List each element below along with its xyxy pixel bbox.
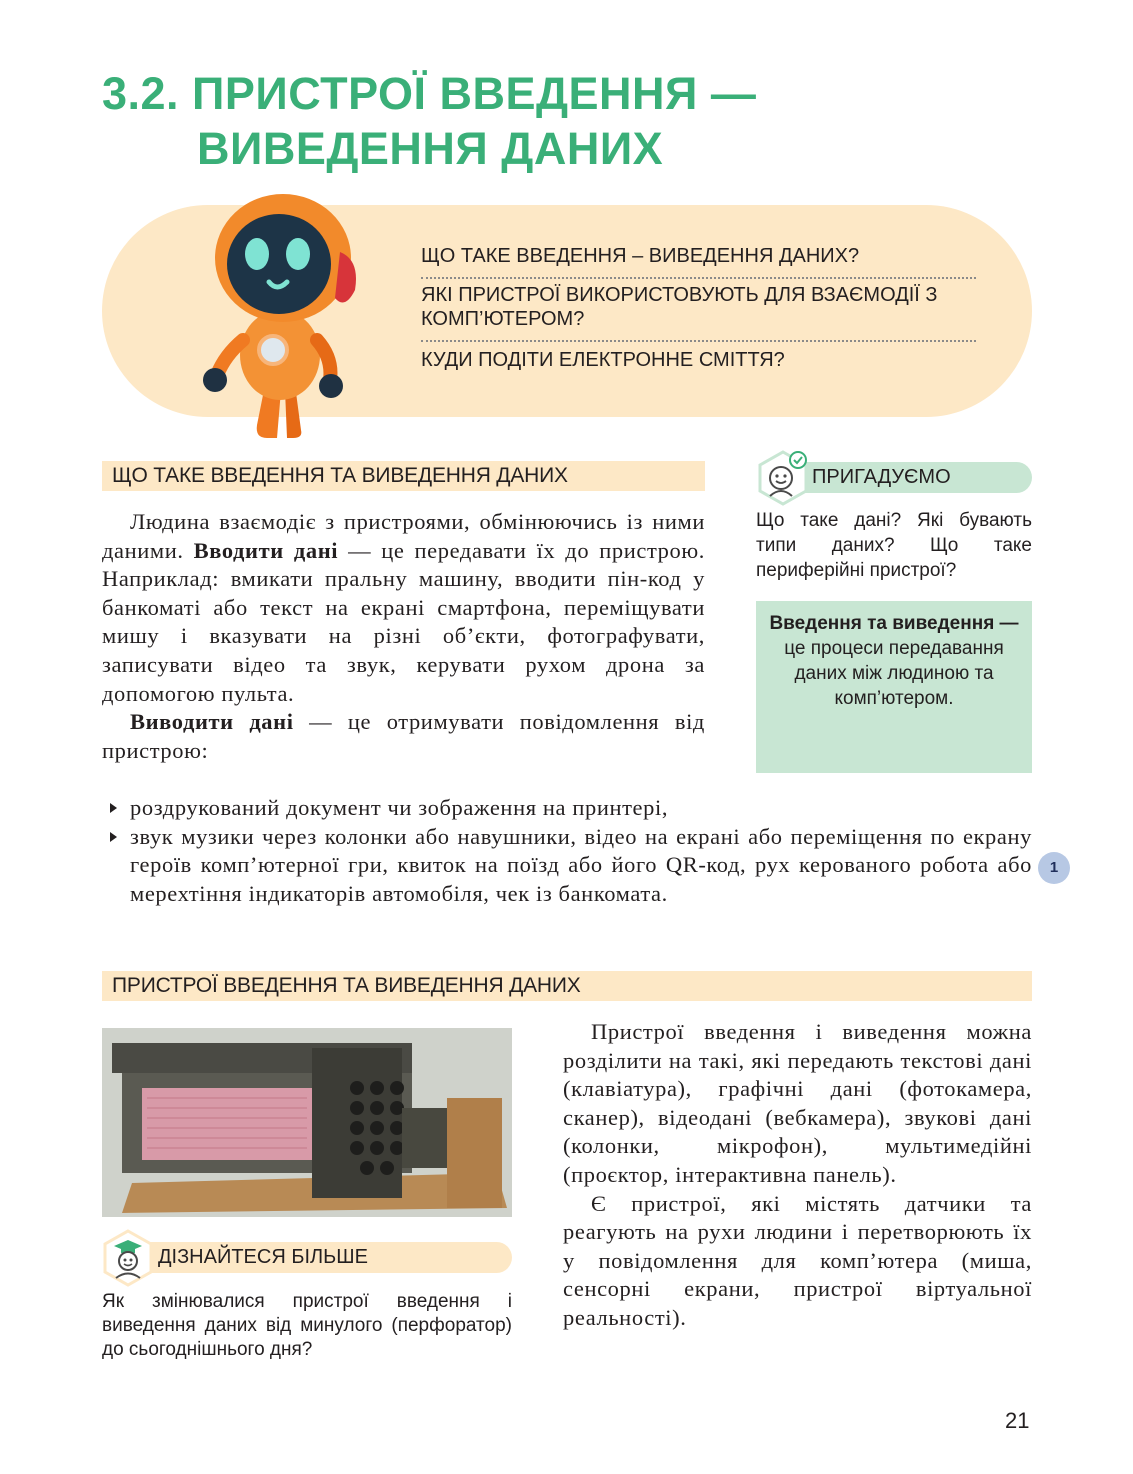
section2-paragraph-2: Є пристрої, які містять датчики та реагують на рухи людини і перетворюють їх у повідомлення для комп’ютера (миша, сенсорні екрани, пристрої віртуальної реальності). [563,1190,1032,1330]
section2-paragraph-1: Пристрої введення і виведення можна розділити на такі, які передають текстові дані (клавіатура), графічні дані (фотокамера, сканер), відеодані (вебкамера), звукові дані (колонки, мікрофон), мультимедійні (проєктор, інтерактивна панель). [563,1019,1032,1187]
intro-question: ЩО ТАКЕ ВВЕДЕННЯ – ВИВЕДЕННЯ ДАНИХ? [421,240,976,279]
page-title [102,66,756,176]
figure-reference-badge: 1 [1038,852,1070,884]
graduate-face-icon [100,1228,156,1288]
list-item-text: роздрукований документ чи зображення на принтері, [130,795,669,820]
bullet-triangle-icon [110,803,117,813]
section1-paragraph-2 [102,708,705,765]
remind-face-icon [754,448,812,508]
list-item [102,823,1032,909]
title-line-2: ВИВЕДЕННЯ ДАНИХ [197,123,664,174]
keypunch-machine-icon [102,1028,512,1217]
robot-mascot-icon [195,190,370,440]
title-line-1: 3.2. ПРИСТРОЇ ВВЕДЕННЯ — [102,68,757,119]
intro-question: ЯКІ ПРИСТРОЇ ВИКОРИСТОВУЮТЬ ДЛЯ ВЗАЄМОДІЇ З КОМП’ЮТЕРОМ? [421,279,976,342]
remind-text: Що таке дані? Які бувають типи даних? Що таке периферійні пристрої? [756,510,1032,581]
intro-question: КУДИ ПОДІТИ ЕЛЕКТРОННЕ СМІТТЯ? [421,349,785,371]
remind-label: ПРИГАДУЄМО [812,466,951,488]
list-item-text: звук музики через колонки або навушники, відео на екрані або переміщення по екрану героїв комп’ютерної гри, квиток на поїзд або його QR-код, рух керованого робота або мерехтіння індикаторів автомобіля, чек із банкомата. [130,823,1032,906]
text-span: — це отримувати повідомлення від пристрою: [102,709,705,763]
section1-paragraph-1 [102,508,705,708]
learn-more-label: ДІЗНАЙТЕСЯ БІЛЬШЕ [158,1246,368,1268]
section1-body [102,508,705,765]
term-input-data: Вводити дані [193,537,339,563]
list-item [102,794,1032,823]
definition-box [756,601,1032,773]
definition-text: це процеси передавання даних між людиною та комп’ютером. [784,638,1004,709]
text-span: Людина взаємодіє з пристроями, обмінюючись із ними даними. [102,509,705,563]
section2-body [563,1018,1032,1333]
section-heading-what-is-io: ЩО ТАКЕ ВВЕДЕННЯ ТА ВИВЕДЕННЯ ДАНИХ [102,461,705,491]
keypunch-photo [102,1028,512,1217]
page-number: 21 [1005,1408,1030,1433]
definition-term: Введення та виведення — [769,613,1019,634]
section-heading-io-devices: ПРИСТРОЇ ВВЕДЕННЯ ТА ВИВЕДЕННЯ ДАНИХ [102,971,1032,1001]
output-examples-list [102,794,1032,908]
intro-question-list [421,240,976,381]
learn-more-text: Як змінювалися пристрої введення і виведення даних від минулого (перфоратор) до сьогоднішнього дня? [102,1291,512,1360]
text-span: — це передавати їх до пристрою. Наприклад: вмикати пральну машину, вводити пін-код у банкоматі або текст на екрані смартфона, переміщувати мишу і вказувати на різні об’єкти, фотографувати, записувати відео та звук, керувати рухом дрона за допомогою пульта. [102,537,705,706]
term-output-data: Виводити дані [130,709,294,735]
bullet-triangle-icon [110,832,117,842]
